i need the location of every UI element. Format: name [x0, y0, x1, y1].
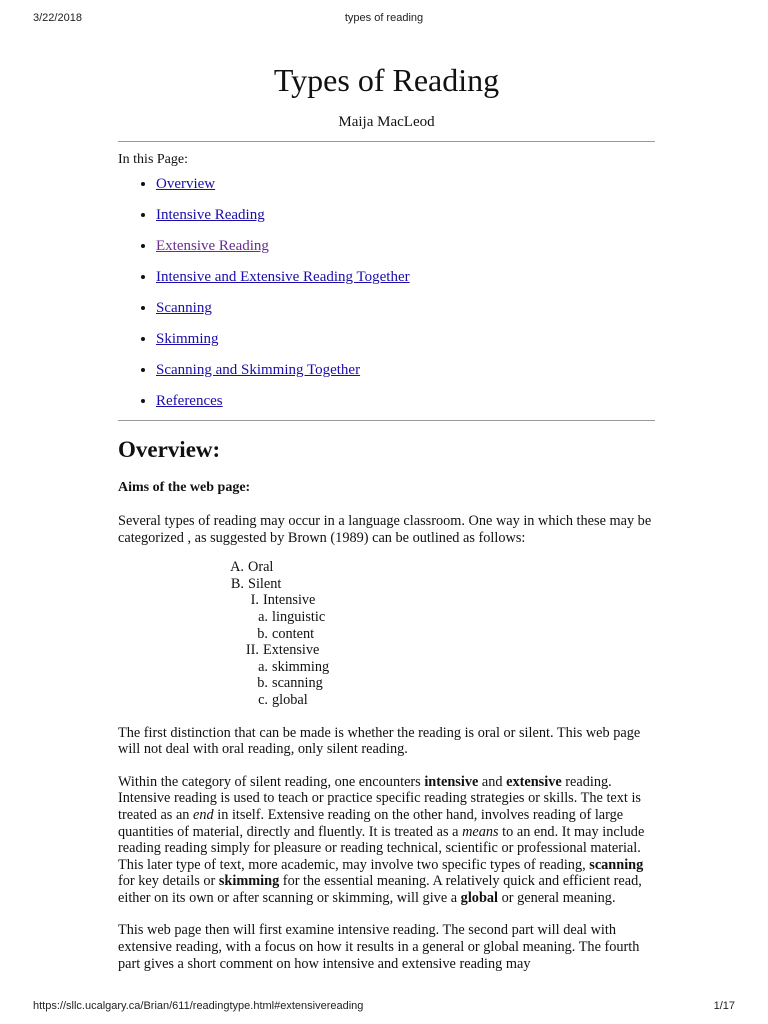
print-date: 3/22/2018: [33, 12, 82, 24]
print-page-title: types of reading: [344, 12, 424, 24]
toc-item: [156, 299, 655, 317]
text-run: for the essential meaning. A relatively quick and efficient read, either on its own or after scanning or skimming, will give a: [118, 873, 642, 906]
paragraph-silent-reading: [118, 774, 655, 907]
document-body: [118, 56, 655, 972]
outline-marker: I.: [250, 592, 259, 609]
text-run: and: [478, 773, 507, 790]
text-run: to an end. It may include reading reading simply for pleasure or reading technical, scientific or professional material. This later type of text, more academic, may involve two specific types of reading,: [118, 823, 645, 873]
toc-item: [156, 361, 655, 379]
toc-link-extensive-reading[interactable]: Extensive Reading: [156, 238, 269, 254]
outline-marker: a.: [258, 658, 268, 675]
outline-item: [118, 675, 655, 692]
bold-term: skimming: [218, 873, 280, 890]
outline-marker: c.: [258, 691, 268, 708]
outline-item: [118, 659, 655, 676]
outline-text: skimming: [272, 658, 330, 675]
toc-item: [156, 175, 655, 193]
page-title: Types of Reading: [273, 62, 500, 98]
outline-item: [118, 642, 655, 659]
outline-item: [118, 609, 655, 626]
toc-link-scanning-and-skimming-together[interactable]: Scanning and Skimming Together: [156, 362, 361, 378]
print-footer: [33, 1000, 735, 1014]
outline-text: global: [272, 691, 308, 708]
outline-item: [118, 626, 655, 643]
outline-text: content: [272, 625, 315, 642]
reading-types-outline: [118, 559, 655, 708]
divider-top: [118, 141, 655, 142]
text-run: in itself. Extensive reading on the other hand, involves reading of large quantities of material, directly and fluently. It is treated as a: [118, 806, 624, 840]
outline-text: scanning: [272, 675, 323, 692]
outline-text: linguistic: [272, 608, 326, 625]
toc-item: [156, 237, 655, 255]
toc-item: [156, 392, 655, 410]
toc-link-intensive-and-extensive-reading-together[interactable]: Intensive and Extensive Reading Together: [156, 269, 410, 285]
bold-term: global: [460, 889, 499, 906]
text-run: Within the category of silent reading, one encounters: [118, 773, 425, 790]
text-run: reading. Intensive reading is used to teach or practice specific reading strategies or skills. The text is treated as an: [118, 773, 641, 823]
paragraph-distinction: The first distinction that can be made is whether the reading is oral or silent. This web page will not deal with oral reading, only silent reading.: [118, 724, 641, 758]
italic-term: end: [193, 806, 214, 823]
toc-link-skimming[interactable]: Skimming: [156, 331, 219, 347]
outline-item: [118, 559, 655, 576]
text-run: for key details or: [118, 873, 219, 890]
toc-item: [156, 268, 655, 286]
italic-term: means: [462, 823, 499, 840]
outline-text: Extensive: [263, 642, 320, 659]
bold-term: intensive: [424, 773, 479, 790]
author: Maija MacLeod: [338, 114, 435, 130]
outline-text: Intensive: [263, 592, 316, 609]
in-this-page-label: In this Page:: [118, 152, 188, 167]
print-url: https://sllc.ucalgary.ca/Brian/611/readingtype.html#extensivereading: [33, 1000, 364, 1012]
outline-item: [118, 592, 655, 609]
outline-item: [118, 692, 655, 709]
outline-marker: B.: [230, 575, 244, 592]
bold-term: extensive: [506, 773, 562, 790]
toc-link-overview[interactable]: Overview: [156, 176, 216, 192]
text-run: or general meaning.: [498, 889, 616, 906]
outline-marker: II.: [245, 642, 259, 659]
paragraph-structure: This web page then will first examine intensive reading. The second part will deal with extensive reading, with a focus on how it results in a general or global meaning. The fourth part gives a short comment on how intensive and extensive reading may: [118, 922, 640, 972]
outline-marker: A.: [230, 559, 244, 576]
toc-item: [156, 206, 655, 224]
divider-toc: [118, 420, 655, 421]
aims-heading: Aims of the web page:: [118, 480, 251, 495]
toc-item: [156, 330, 655, 348]
paragraph-intro: Several types of reading may occur in a language classroom. One way in which these may be categorized , as suggested by Brown (1989) can be outlined as follows:: [118, 513, 652, 546]
toc-link-scanning[interactable]: Scanning: [156, 300, 212, 316]
table-of-contents: [118, 175, 655, 410]
overview-heading: Overview:: [118, 437, 221, 462]
outline-marker: a.: [258, 608, 268, 625]
outline-marker: b.: [257, 625, 268, 642]
outline-item: [118, 576, 655, 593]
bold-term: scanning: [589, 856, 644, 873]
toc-link-intensive-reading[interactable]: Intensive Reading: [156, 207, 265, 223]
page-number: 1/17: [713, 1000, 735, 1012]
outline-marker: b.: [257, 675, 268, 692]
outline-text: Oral: [248, 559, 274, 576]
outline-text: Silent: [248, 575, 282, 592]
toc-link-references[interactable]: References: [156, 393, 223, 409]
